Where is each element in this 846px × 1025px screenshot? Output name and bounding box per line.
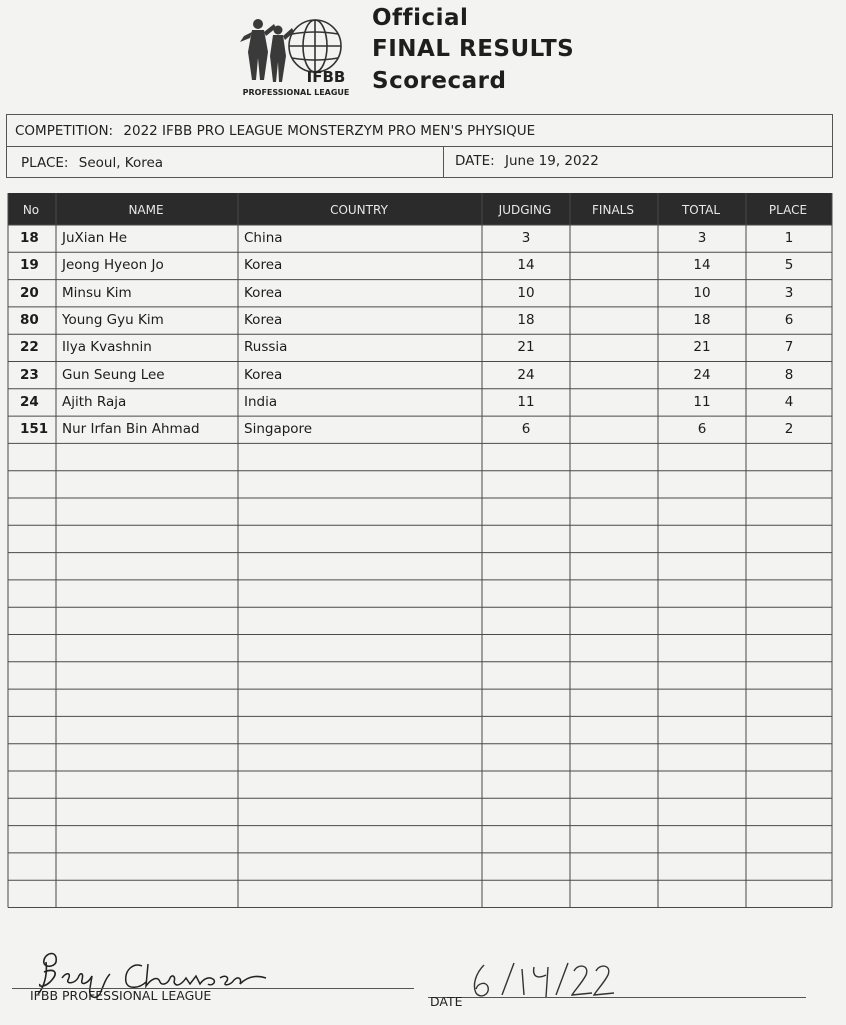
cell-finals [570,225,658,252]
cell-no: 18 [20,230,39,246]
place-value: Seoul, Korea [78,155,164,171]
cell-judging: 18 [517,311,535,328]
cell-place: 5 [784,257,794,274]
cell-finals [570,334,658,361]
cell-total: 24 [693,366,711,383]
cell-name: Nur Irfan Bin Ahmad [62,421,200,438]
cell-judging: 24 [517,366,535,383]
logo-subtext: PROFESSIONAL LEAGUE [242,88,350,97]
title-line-official: Official [372,5,469,31]
cell-total: 14 [693,257,711,274]
cell-country: Korea [244,311,283,328]
col-header-name: NAME [128,203,164,217]
col-header-place: PLACE [768,203,808,217]
title-line-scorecard: Scorecard [372,68,507,94]
competition-label: COMPETITION: [15,123,114,139]
cell-finals [570,252,658,279]
cell-place: 8 [784,366,794,383]
cell-finals [570,362,658,389]
cell-country: Russia [244,339,288,356]
cell-place: 6 [784,311,794,328]
cell-finals [570,307,658,334]
cell-judging: 21 [517,339,535,356]
cell-place: 4 [784,393,794,410]
col-header-total: TOTAL [681,203,721,217]
cell-no: 80 [20,311,39,328]
cell-finals [570,280,658,307]
cell-judging: 10 [517,284,535,301]
cell-name: Gun Seung Lee [62,366,165,383]
cell-no: 23 [20,366,39,383]
cell-country: Korea [244,257,283,274]
col-header-no: No [22,203,40,217]
cell-no: 19 [20,257,39,274]
cell-no: 20 [20,284,39,301]
logo-text: IFBB [306,68,346,86]
competition-value: 2022 IFBB PRO LEAGUE MONSTERZYM PRO MEN'S PHYSIQUE [123,123,536,139]
cell-judging: 11 [517,393,535,410]
cell-country: China [244,230,283,246]
cell-name: Ilya Kvashnin [62,339,152,356]
cell-country: India [244,393,278,410]
cell-name: Minsu Kim [62,284,132,301]
cell-total: 6 [697,421,707,438]
handwritten-date [462,955,622,1005]
date-value: June 19, 2022 [504,153,599,169]
cell-judging: 14 [517,257,535,274]
cell-name: Ajith Raja [62,393,127,410]
cell-no: 24 [20,393,39,410]
cell-country: Singapore [244,421,313,438]
cell-judging: 6 [521,421,531,438]
footer-date-label: DATE [430,994,463,1009]
cell-total: 10 [693,284,711,301]
cell-place: 7 [784,339,794,356]
cell-judging: 3 [521,230,531,246]
cell-no: 151 [20,421,49,438]
cell-total: 18 [693,311,711,328]
title-line-final-results: FINAL RESULTS [372,36,575,62]
col-header-finals: FINALS [592,203,634,217]
col-header-country: COUNTRY [330,203,388,217]
cell-country: Korea [244,366,283,383]
cell-no: 22 [20,339,39,356]
cell-place: 2 [784,421,794,438]
place-label: PLACE: [21,155,69,171]
cell-finals [570,416,658,443]
cell-country: Korea [244,284,283,301]
cell-total: 11 [693,393,711,410]
date-label: DATE: [455,153,495,169]
cell-name: Jeong Hyeon Jo [62,257,164,274]
col-header-judging: JUDGING [498,203,552,217]
signature-label: IFBB PROFESSIONAL LEAGUE [30,988,212,1003]
cell-finals [570,389,658,416]
cell-place: 3 [784,284,794,301]
cell-total: 3 [697,230,707,246]
cell-name: JuXian He [62,230,128,246]
cell-name: Young Gyu Kim [62,311,164,328]
cell-place: 1 [784,230,794,246]
cell-total: 21 [693,339,711,356]
